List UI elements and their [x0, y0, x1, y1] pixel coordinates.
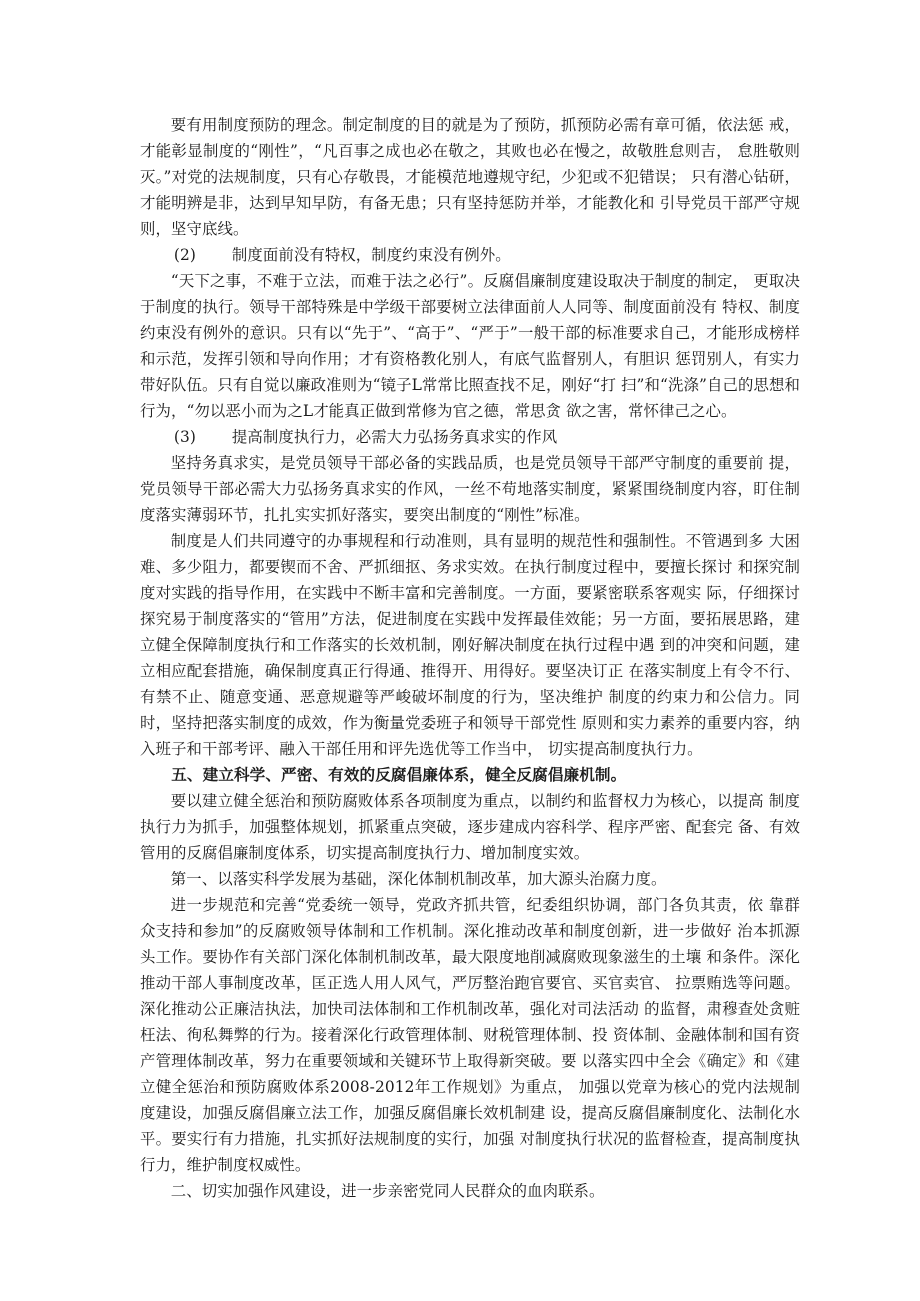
paragraph-reform: 进一步规范和完善“党委统一领导，党政齐抓共管，纪委组织协调，部门各负其责，依 靠群众支持和参加”的反腐败领导体制和工作机制。深化推动改革和制度创新，进一步做好 治本抓源头工作。要协作有关部门深化体制机制改革，最大限度地削减腐败现象滋生的土壤 和条件。深化推动干部人事制度改革，匡正选人用人风气，严厉整治跑官要官、买官卖官、 拉票贿选等问题。深化推动公正廉洁执法，加快司法体制和工作机制改革，强化对司法活动 的监督，肃穆查处贪赃枉法、徇私舞弊的行为。接着深化行政管理体制、财税管理体制、投 资体制、金融体制和国有资产管理体制改革，努力在重要领域和关键环节上取得新突破。要 以落实四中全会《确定》和《建立健全惩治和预防腐败体系2008-2012年工作规划》为重点， 加强以党章为核心的党内法规制度建设，加强反腐倡廉立法工作，加强反腐倡廉长效机制建 设，提高反腐倡廉制度化、法制化水平。要实行有力措施，扎实抓好法规制度的实行，加强 对制度执行状况的监督检查，提高制度执行力，维护制度权威性。 — [140, 896, 800, 1174]
paragraph-practical-style: 坚持务真求实，是党员领导干部必备的实践品质，也是党员领导干部严守制度的重要前 提，党员领导干部必需大力弘扬务真求实的作风，一丝不苟地落实制度，紧紧围绕制度内容，盯住制度落实薄弱环节，扎扎实实抓好落实，要突出制度的“刚性”标准。 — [140, 454, 800, 524]
paragraph-no-privilege: “天下之事，不难于立法，而难于法之必行”。反腐倡廉制度建设取决于制度的制定， 更取决于制度的执行。领导干部特殊是中学级干部要树立法律面前人人同等、制度面前没有 特权、制度约束没有例外的意识。只有以“先于”、“高于”、“严于”一般干部的标准要求自己，才能形成榜样和示范，发挥引领和导向作用；才有资格教化别人，有底气监督别人，有胆识 惩罚别人，有实力带好队伍。只有自觉以廉政准则为“镜子L常常比照查找不足，刚好“打 扫”和“洗涤”自己的思想和行为，“勿以恶小而为之L才能真正做到常修为官之德，常思贪 欲之害，常怀律己之心。 — [140, 272, 800, 420]
document-page — [140, 112, 800, 1204]
list-item-3 — [140, 424, 800, 450]
paragraph-second-point: 二、切实加强作风建设，进一步亲密党同人民群众的血肉联系。 — [170, 1182, 605, 1200]
section-heading-five: 五、建立科学、严密、有效的反腐倡廉体系，健全反腐倡廉机制。 — [171, 766, 627, 784]
paragraph-system-building: 要以建立健全惩治和预防腐败体系各项制度为重点，以制约和监督权力为核心，以提高 制度执行力为抓手，加强整体规划，抓紧重点突破，逐步建成内容科学、程序严密、配套完 备、有效管用的反腐倡廉制度体系，切实提高制度执行力、增加制度实效。 — [140, 792, 800, 862]
item-text: 提高制度执行力，必需大力弘扬务真求实的作风 — [231, 428, 558, 446]
item-number: (2) — [173, 246, 196, 264]
paragraph-rules-enforcement: 制度是人们共同遵守的办事规程和行动准则，具有显明的规范性和强制性。不管遇到多 大困难、多少阻力，都要锲而不舍、严抓细抠、务求实效。在执行制度过程中，要擅长探讨 和探究制度对实践的指导作用，在实践中不断丰富和完善制度。一方面，要紧密联系客观实 际，仔细探讨探究易于制度落实的“管用”方法，促进制度在实践中发挥最佳效能；另一方面，要拓展思路，建立健全保障制度执行和工作落实的长效机制，刚好解决制度在执行过程中遇 到的冲突和问题，建立相应配套措施，确保制度真正行得通、推得开、用得好。要坚决订正 在落实制度上有令不行、有禁不止、随意变通、恶意规避等严峻破坏制度的行为，坚决维护 制度的约束力和公信力。同时，坚持把落实制度的成效，作为衡量党委班子和领导干部党性 原则和实力素养的重要内容，纳入班子和干部考评、融入干部任用和评先选优等工作当中， 切实提高制度执行力。 — [140, 532, 800, 758]
paragraph-prevention-concept: 要有用制度预防的理念。制定制度的目的就是为了预防，抓预防必需有章可循，依法惩 戒，才能彰显制度的“刚性”，“凡百事之成也必在敬之，其败也必在慢之，故敬胜怠则吉， 怠胜敬则灭。”对党的法规制度，只有心存敬畏，才能模范地遵规守纪，少犯或不犯错误； 只有潜心钻研，才能明辨是非，达到早知早防，有备无患；只有坚持惩防并举，才能教化和 引导党员干部严守规则，坚守底线。 — [140, 116, 800, 238]
paragraph-first-point: 第一、以落实科学发展为基础，深化体制机制改革，加大源头治腐力度。 — [170, 870, 667, 888]
item-text: 制度面前没有特权，制度约束没有例外。 — [231, 246, 511, 264]
item-number: (3) — [173, 428, 196, 446]
list-item-2 — [140, 242, 800, 268]
